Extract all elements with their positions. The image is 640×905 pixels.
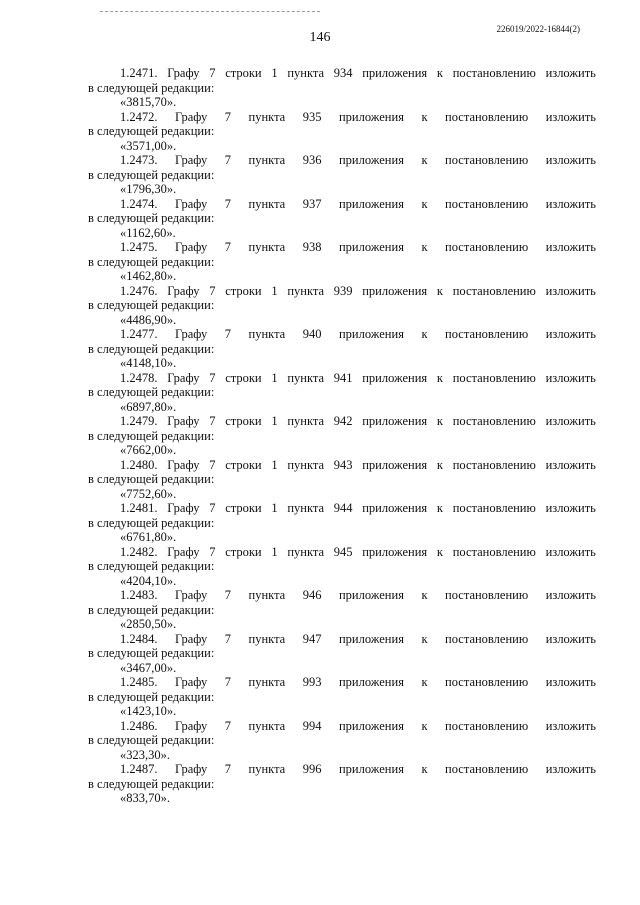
amendment-item-continuation: в следующей редакции:: [88, 559, 215, 573]
heading-word: Графу: [175, 196, 208, 211]
heading-word: постановлению: [452, 501, 536, 515]
amendment-item-heading: [88, 327, 596, 342]
heading-word: Графу: [175, 109, 208, 124]
heading-word: 1: [271, 501, 278, 515]
heading-word: к: [421, 109, 428, 124]
heading-word: строки: [225, 414, 262, 428]
heading-word: пункта: [248, 109, 286, 124]
heading-word: приложения: [338, 762, 404, 776]
amendment-item-continuation: в следующей редакции:: [88, 211, 215, 225]
heading-word: к: [436, 457, 443, 472]
heading-word: изложить: [545, 718, 596, 733]
amendment-item-value: «1462,80».: [120, 269, 177, 283]
heading-word: к: [421, 675, 428, 689]
heading-word: приложения: [338, 588, 404, 602]
amendment-item-value: «7662,00».: [120, 443, 177, 457]
heading-word: приложения: [338, 718, 404, 733]
heading-word: 7: [224, 588, 232, 602]
heading-word: 1.2473.: [120, 153, 158, 167]
heading-word: приложения: [338, 240, 404, 254]
heading-word: Графу: [167, 66, 200, 80]
amendment-item: [88, 632, 596, 676]
amendment-item: [88, 284, 596, 328]
amendment-item-heading: [88, 197, 596, 212]
heading-word: строки: [225, 544, 262, 559]
heading-word: постановлению: [445, 196, 529, 211]
heading-word: к: [436, 66, 443, 80]
heading-word: постановлению: [445, 588, 529, 602]
heading-word: 940: [302, 327, 322, 341]
heading-word: пункта: [248, 196, 286, 211]
amendment-item-continuation: в следующей редакции:: [88, 515, 215, 530]
heading-word: пункта: [248, 718, 286, 733]
heading-word: 7: [209, 66, 216, 80]
heading-word: строки: [225, 501, 262, 515]
heading-word: изложить: [545, 588, 596, 602]
amendment-item-value: «2850,50».: [120, 617, 177, 631]
heading-word: к: [421, 588, 428, 602]
heading-word: 1.2486.: [120, 718, 158, 733]
heading-word: изложить: [545, 66, 596, 80]
amendment-item: [88, 240, 596, 284]
heading-word: 1.2480.: [120, 457, 158, 472]
heading-word: изложить: [545, 327, 596, 341]
amendment-item: [88, 327, 596, 371]
heading-word: 934: [333, 66, 353, 80]
heading-word: 1: [271, 370, 278, 385]
heading-word: 1: [271, 457, 278, 472]
amendment-item-continuation: в следующей редакции:: [88, 428, 215, 443]
page-number: 146: [309, 30, 331, 45]
amendment-item-heading: [88, 675, 596, 690]
amendment-item-value: «7752,60».: [120, 486, 177, 501]
heading-word: 939: [333, 283, 353, 298]
heading-word: 1: [271, 414, 278, 428]
amendment-item-heading: [88, 66, 596, 81]
heading-word: приложения: [362, 457, 428, 472]
heading-word: 1.2477.: [120, 327, 158, 341]
heading-word: пункта: [248, 675, 286, 689]
heading-word: к: [436, 544, 443, 559]
heading-word: Графу: [167, 501, 200, 515]
heading-word: 1.2475.: [120, 240, 158, 254]
heading-word: постановлению: [452, 414, 536, 428]
heading-word: 7: [224, 762, 232, 776]
amendment-item-heading: [88, 110, 596, 125]
heading-word: изложить: [545, 544, 596, 559]
amendment-item: [88, 371, 596, 415]
heading-word: 1.2484.: [120, 631, 158, 646]
heading-word: постановлению: [445, 631, 529, 646]
heading-word: 7: [209, 457, 216, 472]
heading-word: 7: [224, 153, 232, 167]
heading-word: к: [436, 414, 443, 428]
heading-word: 1.2481.: [120, 501, 158, 515]
amendment-item: [88, 458, 596, 502]
amendment-item-heading: [88, 153, 596, 168]
heading-word: изложить: [545, 283, 596, 298]
heading-word: пункта: [287, 283, 325, 298]
top-edge-mark: [100, 11, 320, 12]
heading-word: 7: [224, 196, 232, 211]
heading-word: к: [421, 762, 428, 776]
heading-word: пункта: [287, 414, 325, 428]
heading-word: 1.2482.: [120, 544, 158, 559]
amendment-item-heading: [88, 458, 596, 473]
amendment-item: [88, 153, 596, 197]
heading-word: пункта: [248, 240, 286, 254]
heading-word: 946: [302, 588, 322, 602]
heading-word: Графу: [175, 588, 208, 602]
amendment-item: [88, 197, 596, 241]
amendment-item-value: «6897,80».: [120, 399, 177, 414]
heading-word: 7: [224, 327, 232, 341]
heading-word: постановлению: [445, 675, 529, 689]
heading-word: приложения: [338, 153, 404, 167]
amendment-item: [88, 588, 596, 632]
amendment-item: [88, 414, 596, 458]
heading-word: Графу: [175, 153, 208, 167]
amendment-item-heading: [88, 284, 596, 299]
amendment-list: [88, 66, 596, 806]
heading-word: 944: [333, 501, 353, 515]
heading-word: Графу: [175, 718, 208, 733]
heading-word: изложить: [545, 457, 596, 472]
amendment-item-value: «4486,90».: [120, 312, 177, 327]
heading-word: 7: [224, 631, 232, 646]
heading-word: 7: [209, 283, 216, 298]
heading-word: приложения: [362, 370, 428, 385]
heading-word: пункта: [248, 631, 286, 646]
heading-word: Графу: [175, 675, 208, 689]
amendment-item-heading: [88, 414, 596, 429]
heading-word: постановлению: [452, 370, 536, 385]
heading-word: 7: [209, 414, 216, 428]
amendment-item-heading: [88, 632, 596, 647]
amendment-item-continuation: в следующей редакции:: [88, 298, 215, 312]
heading-word: Графу: [167, 370, 200, 385]
heading-word: изложить: [545, 196, 596, 211]
heading-word: приложения: [338, 109, 404, 124]
amendment-item-heading: [88, 371, 596, 386]
heading-word: к: [421, 240, 428, 254]
heading-word: 1.2471.: [120, 66, 158, 80]
amendment-item-continuation: в следующей редакции:: [88, 167, 215, 182]
heading-word: изложить: [545, 153, 596, 167]
heading-word: изложить: [545, 109, 596, 124]
heading-word: 1.2478.: [120, 370, 158, 385]
heading-word: приложения: [338, 631, 404, 646]
heading-word: к: [421, 631, 428, 646]
heading-word: Графу: [175, 240, 208, 254]
amendment-item-continuation: в следующей редакции:: [88, 385, 215, 399]
heading-word: пункта: [248, 327, 286, 341]
heading-word: постановлению: [445, 109, 529, 124]
heading-word: 941: [333, 370, 353, 385]
heading-word: 1.2474.: [120, 196, 158, 211]
heading-word: пункта: [248, 588, 286, 602]
heading-word: изложить: [545, 675, 596, 689]
amendment-item-value: «4204,10».: [120, 573, 177, 588]
heading-word: пункта: [287, 370, 325, 385]
heading-word: Графу: [167, 457, 200, 472]
heading-word: 943: [333, 457, 353, 472]
heading-word: Графу: [167, 544, 200, 559]
heading-word: пункта: [248, 762, 286, 776]
amendment-item-heading: [88, 501, 596, 516]
heading-word: Графу: [167, 283, 200, 298]
heading-word: изложить: [545, 762, 596, 776]
heading-word: строки: [225, 66, 262, 80]
amendment-item-continuation: в следующей редакции:: [88, 646, 215, 660]
amendment-item-value: «3815,70».: [120, 95, 177, 109]
heading-word: к: [436, 501, 443, 515]
amendment-item-continuation: в следующей редакции:: [88, 776, 215, 791]
heading-word: к: [421, 196, 428, 211]
amendment-item-continuation: в следующей редакции:: [88, 472, 215, 486]
amendment-item-value: «6761,80».: [120, 530, 177, 544]
heading-word: приложения: [362, 414, 428, 428]
heading-word: к: [436, 370, 443, 385]
amendment-item-continuation: в следующей редакции:: [88, 124, 215, 138]
heading-word: 1.2487.: [120, 762, 158, 776]
heading-word: 7: [209, 544, 216, 559]
heading-word: постановлению: [445, 718, 529, 733]
heading-word: 1.2479.: [120, 414, 158, 428]
heading-word: 1.2476.: [120, 283, 158, 298]
amendment-item-heading: [88, 240, 596, 255]
heading-word: к: [421, 327, 428, 341]
heading-word: 942: [333, 414, 353, 428]
heading-word: 996: [302, 762, 322, 776]
heading-word: 1: [271, 544, 278, 559]
heading-word: изложить: [545, 240, 596, 254]
amendment-item-heading: [88, 588, 596, 603]
heading-word: постановлению: [452, 544, 536, 559]
heading-word: приложения: [362, 66, 428, 80]
heading-word: 945: [333, 544, 353, 559]
heading-word: постановлению: [452, 283, 536, 298]
amendment-item-value: «3571,00».: [120, 138, 177, 153]
heading-word: строки: [225, 370, 262, 385]
heading-word: постановлению: [445, 153, 529, 167]
amendment-item-value: «323,30».: [120, 747, 170, 762]
amendment-item-value: «833,70».: [120, 791, 170, 805]
heading-word: 1: [271, 283, 278, 298]
heading-word: 994: [302, 718, 322, 733]
heading-word: пункта: [287, 457, 325, 472]
heading-word: приложения: [338, 327, 404, 341]
heading-word: к: [436, 283, 443, 298]
heading-word: пункта: [287, 544, 325, 559]
heading-word: 947: [302, 631, 322, 646]
heading-word: пункта: [287, 66, 325, 80]
amendment-item: [88, 66, 596, 110]
amendment-item: [88, 501, 596, 545]
amendment-item-continuation: в следующей редакции:: [88, 689, 215, 704]
heading-word: строки: [225, 457, 262, 472]
heading-word: 1.2472.: [120, 109, 158, 124]
heading-word: Графу: [175, 631, 208, 646]
heading-word: пункта: [248, 153, 286, 167]
heading-word: 1.2483.: [120, 588, 158, 602]
amendment-item-continuation: в следующей редакции:: [88, 341, 215, 356]
amendment-item: [88, 110, 596, 154]
heading-word: изложить: [545, 414, 596, 428]
heading-word: 993: [302, 675, 322, 689]
heading-word: 937: [302, 196, 322, 211]
amendment-item-heading: [88, 762, 596, 777]
heading-word: 7: [209, 370, 216, 385]
heading-word: постановлению: [445, 240, 529, 254]
amendment-item-value: «1423,10».: [120, 704, 177, 718]
amendment-item-continuation: в следующей редакции:: [88, 733, 215, 747]
amendment-item: [88, 675, 596, 719]
amendment-item-value: «1796,30».: [120, 182, 177, 196]
heading-word: приложения: [338, 675, 404, 689]
amendment-item-value: «4148,10».: [120, 356, 177, 370]
heading-word: 1: [271, 66, 278, 80]
amendment-item: [88, 762, 596, 806]
heading-word: постановлению: [452, 457, 536, 472]
heading-word: изложить: [545, 501, 596, 515]
document-code: 226019/2022-16844(2): [496, 24, 580, 34]
heading-word: приложения: [362, 501, 428, 515]
amendment-item: [88, 545, 596, 589]
heading-word: к: [421, 718, 428, 733]
amendment-item-heading: [88, 545, 596, 560]
heading-word: Графу: [167, 414, 200, 428]
heading-word: 936: [302, 153, 322, 167]
heading-word: приложения: [362, 544, 428, 559]
amendment-item: [88, 719, 596, 763]
heading-word: Графу: [175, 762, 208, 776]
heading-word: 7: [224, 675, 232, 689]
heading-word: постановлению: [452, 66, 536, 80]
heading-word: 1.2485.: [120, 675, 158, 689]
heading-word: постановлению: [445, 762, 529, 776]
heading-word: 935: [302, 109, 322, 124]
heading-word: приложения: [362, 283, 428, 298]
heading-word: постановлению: [445, 327, 529, 341]
heading-word: к: [421, 153, 428, 167]
amendment-item-continuation: в следующей редакции:: [88, 602, 215, 617]
amendment-item-value: «1162,60».: [120, 225, 176, 240]
heading-word: изложить: [545, 370, 596, 385]
heading-word: строки: [225, 283, 262, 298]
amendment-item-continuation: в следующей редакции:: [88, 254, 215, 269]
amendment-item-heading: [88, 719, 596, 734]
amendment-item-value: «3467,00».: [120, 660, 177, 675]
heading-word: изложить: [545, 631, 596, 646]
heading-word: 7: [224, 718, 232, 733]
heading-word: приложения: [338, 196, 404, 211]
heading-word: 938: [302, 240, 322, 254]
heading-word: Графу: [175, 327, 208, 341]
heading-word: 7: [224, 240, 232, 254]
heading-word: пункта: [287, 501, 325, 515]
amendment-item-continuation: в следующей редакции:: [88, 80, 215, 95]
heading-word: 7: [224, 109, 232, 124]
heading-word: 7: [209, 501, 216, 515]
